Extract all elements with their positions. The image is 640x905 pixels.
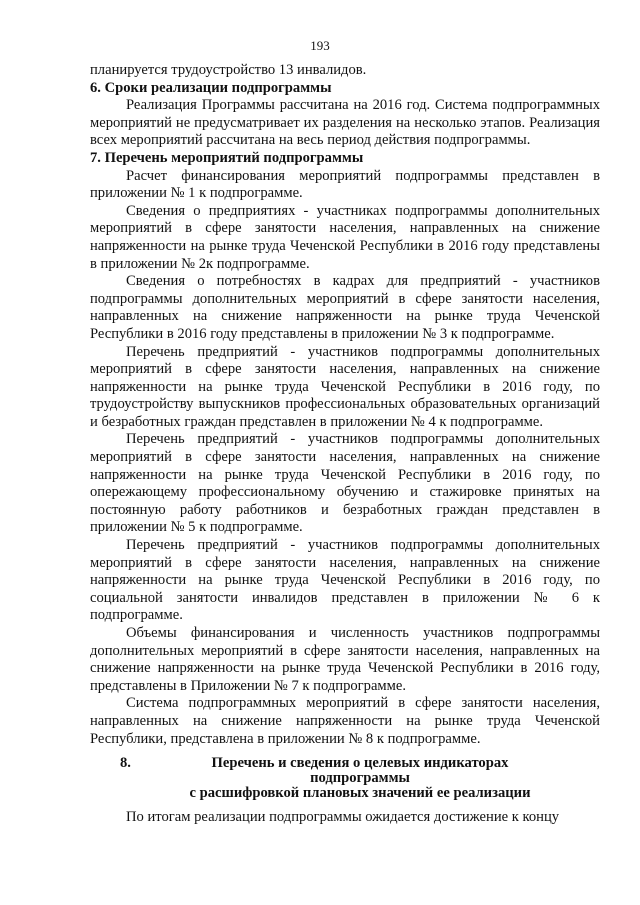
- section-7-paragraph-5: Перечень предприятий - участников подпрограммы дополнительных мероприятий в сфере занятости населения, направленных на снижение напряженности на рынке труда Чеченской Республики в 2016 году, по опережающему профессиональному обучению и стажировке принятых на постоянную работу работников и безработных граждан представлен в приложении № 5 к подпрограмме.: [90, 431, 600, 536]
- section-7-paragraph-6: Перечень предприятий - участников подпрограммы дополнительных мероприятий в сфере занятости населения, направленных на снижение напряженности на рынке труда Чеченской Республики в 2016 году, по социальной занятости инвалидов представлен в приложении № 6 к подпрограмме.: [90, 537, 600, 624]
- section-6-heading: 6. Сроки реализации подпрограммы: [90, 79, 332, 96]
- section-8-number: 8.: [120, 755, 131, 772]
- section-7-paragraph-8: Система подпрограммных мероприятий в сфере занятости населения, направленных на снижение напряженности на рынке труда Чеченской Республики, представлена в приложении № 8 к подпрограмме.: [90, 695, 600, 747]
- section-8-title-line-1: Перечень и сведения о целевых индикаторах подпрограммы: [211, 755, 509, 787]
- intro-line: планируется трудоустройство 13 инвалидов.: [90, 62, 367, 78]
- section-7-heading: 7. Перечень мероприятий подпрограммы: [90, 149, 364, 166]
- section-7-paragraph-4: Перечень предприятий - участников подпрограммы дополнительных мероприятий в сфере занятости населения, направленных на снижение напряженности на рынке труда Чеченской Республики в 2016 году, по трудоустройству выпускников профессиональных образовательных организаций и безработных граждан представлен в приложении № 4 к подпрограмме.: [90, 343, 600, 430]
- page-number: 193: [310, 38, 330, 53]
- page-content: [90, 62, 600, 827]
- section-7-paragraph-3: Сведения о потребностях в кадрах для предприятий - участников подпрограммы дополнительных мероприятий в сфере занятости населения, направленных на снижение напряженности на рынке труда Чеченской Республики в 2016 году представлены в приложении № 3 к подпрограмме.: [90, 273, 600, 342]
- section-8-title-line-2: с расшифровкой плановых значений ее реализации: [189, 785, 531, 802]
- section-7-paragraph-2: Сведения о предприятиях - участниках подпрограммы дополнительных мероприятий в сфере занятости населения, направленных на снижение напряженности на рынке труда Чеченской Республики в 2016 году представлены в приложении № 2к подпрограмме.: [90, 202, 600, 272]
- section-7-paragraph-1: Расчет финансирования мероприятий подпрограммы представлен в приложении № 1 к подпрограмме.: [90, 167, 600, 202]
- section-8-paragraph-1: По итогам реализации подпрограммы ожидается достижение к концу: [126, 809, 560, 826]
- section-6-paragraph: Реализация Программы рассчитана на 2016 год. Система подпрограммных мероприятий не предусматривает их разделения на несколько этапов. Реализация всех мероприятий рассчитана на весь период действия подпрограммы.: [90, 97, 600, 149]
- section-8-title: [160, 756, 600, 801]
- section-7-paragraph-7: Объемы финансирования и численность участников подпрограммы дополнительных мероприятий в сфере занятости населения, направленных на снижение напряженности на рынке труда Чеченской Республики в 2016 году, представлены в Приложении № 7 к подпрограмме.: [90, 625, 600, 694]
- section-8-heading: [90, 756, 600, 801]
